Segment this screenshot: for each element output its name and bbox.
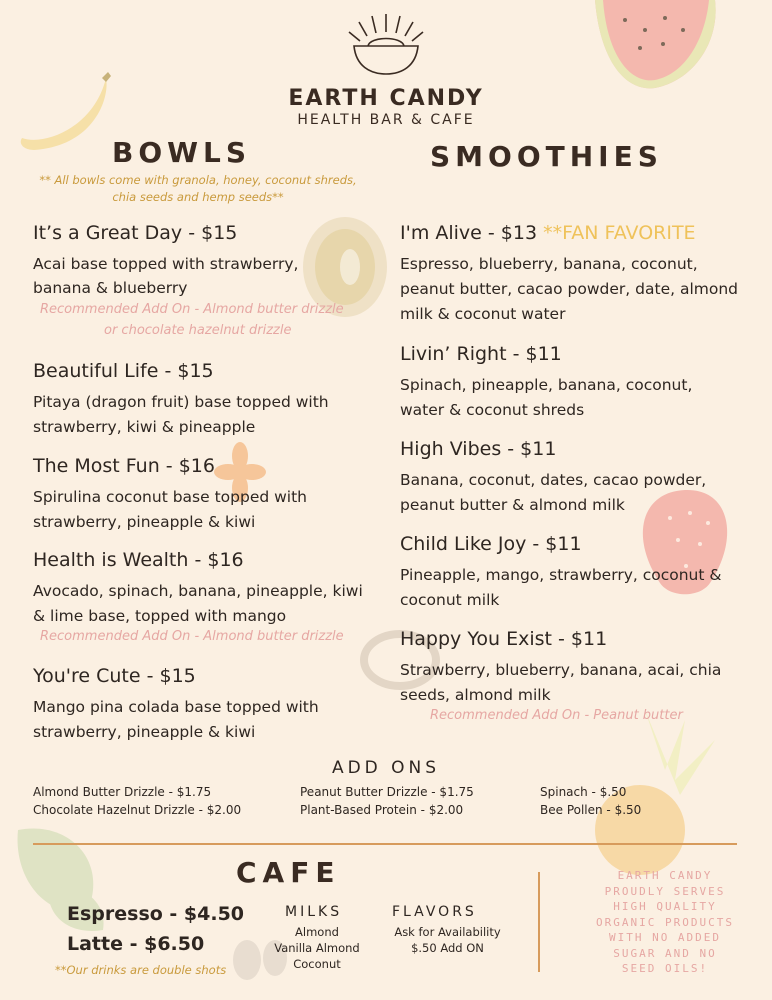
cafe-latte: Latte - $6.50 [67, 933, 205, 955]
bowl-item-title: Health is Wealth - $16 [33, 549, 244, 571]
smoothie-item-desc: Spinach, pineapple, banana, coconut, [400, 376, 693, 394]
bowl-item-desc: strawberry, pineapple & kiwi [33, 513, 256, 531]
proud-line: SUGAR AND NO [613, 946, 717, 960]
addon-item: Almond Butter Drizzle - $1.75 [33, 785, 212, 799]
bowl-item-desc: Spirulina coconut base topped with [33, 488, 308, 506]
smoothie-item-desc: water & coconut shreds [400, 401, 585, 419]
strawberry-illustration [630, 478, 740, 608]
smoothie-item-desc: peanut butter & almond milk [400, 496, 625, 514]
cafe-note: **Our drinks are double shots [55, 963, 227, 977]
bowl-item-desc: strawberry, kiwi & pineapple [33, 418, 256, 436]
bowl-item-desc: Pitaya (dragon fruit) base topped with [33, 393, 329, 411]
proud-line: WITH NO ADDED [608, 931, 722, 944]
flavors-availability: Ask for Availability [394, 925, 501, 939]
milk-option: Almond [295, 925, 339, 939]
addon-item: Bee Pollen - $.50 [540, 803, 642, 817]
bowl-item-desc: banana & blueberry [33, 279, 188, 297]
bowls-note-line2: chia seeds and hemp seeds** [112, 190, 284, 204]
bowl-item-desc: Acai base topped with strawberry, [33, 255, 299, 273]
addon-item: Plant-Based Protein - $2.00 [300, 803, 464, 817]
proud-line: SEED OILS! [621, 962, 709, 975]
smoothie-item-title [400, 222, 696, 244]
bowl-item-title: The Most Fun - $16 [33, 455, 215, 477]
smoothie-item-title: Child Like Joy - $11 [400, 533, 582, 555]
addon-item: Peanut Butter Drizzle - $1.75 [300, 785, 474, 799]
bowl-recommended-addon: Recommended Add On - Almond butter drizzle [40, 629, 344, 644]
proud-statement [570, 868, 760, 977]
smoothies-heading: SMOOTHIES [430, 140, 663, 173]
smoothie-item-desc: Strawberry, blueberry, banana, acai, chia [400, 661, 722, 679]
proud-line: ORGANIC PRODUCTS [596, 915, 734, 929]
smoothie-item-desc: coconut milk [400, 591, 500, 609]
smoothie-item-desc: Pineapple, mango, strawberry, coconut & [400, 566, 722, 584]
bowl-item-title: You're Cute - $15 [33, 665, 196, 687]
smoothie-item-desc: milk & coconut water [400, 305, 566, 323]
bowl-item-title: Beautiful Life - $15 [33, 360, 214, 382]
bowls-heading: BOWLS [112, 136, 252, 169]
smoothie-item-name: I'm Alive - $13 [400, 222, 538, 244]
bowl-sun-logo [346, 10, 426, 80]
bowl-item-desc: & lime base, topped with mango [33, 607, 287, 625]
smoothie-item-desc: seeds, almond milk [400, 686, 551, 704]
watermelon-illustration [585, 0, 725, 90]
smoothie-item-title: High Vibes - $11 [400, 438, 557, 460]
brand-subtitle: HEALTH BAR & CAFE [297, 112, 475, 128]
addon-item: Chocolate Hazelnut Drizzle - $2.00 [33, 803, 242, 817]
bowl-item-desc: Avocado, spinach, banana, pineapple, kiwi [33, 582, 363, 600]
smoothie-item-desc: Banana, coconut, dates, cacao powder, [400, 471, 707, 489]
bowl-recommended-addon: or chocolate hazelnut drizzle [104, 323, 292, 338]
bowls-note-line1: ** All bowls come with granola, honey, coconut shreds, [39, 173, 357, 187]
cafe-heading: CAFE [236, 856, 341, 889]
proud-line: PROUDLY SERVES [604, 884, 726, 898]
section-divider [33, 843, 737, 845]
bowl-item-title: It’s a Great Day - $15 [33, 222, 238, 244]
proud-line: HIGH QUALITY [613, 900, 717, 913]
bowl-item-desc: Mango pina colada base topped with [33, 698, 319, 716]
flavors-heading: FLAVORS [392, 904, 477, 920]
milks-heading: MILKS [285, 904, 343, 920]
bowl-recommended-addon: Recommended Add On - Almond butter drizzle [40, 302, 344, 317]
milk-option: Coconut [293, 957, 341, 971]
brand-name: EARTH CANDY [288, 86, 484, 111]
smoothie-recommended-addon: Recommended Add On - Peanut butter [430, 708, 683, 723]
smoothie-item-title: Happy You Exist - $11 [400, 628, 608, 650]
smoothie-item-desc: peanut butter, cacao powder, date, almond [400, 280, 739, 298]
smoothie-item-title: Livin’ Right - $11 [400, 343, 562, 365]
bowl-item-desc: strawberry, pineapple & kiwi [33, 723, 256, 741]
addons-heading: ADD ONS [331, 758, 441, 778]
addon-item: Spinach - $.50 [540, 785, 627, 799]
cafe-vertical-divider [538, 872, 540, 972]
flavors-price: $.50 Add ON [411, 941, 484, 955]
smoothie-item-desc: Espresso, blueberry, banana, coconut, [400, 255, 698, 273]
proud-line: EARTH CANDY [617, 869, 713, 882]
milk-option: Vanilla Almond [274, 941, 360, 955]
fan-favorite-badge: **FAN FAVORITE [543, 222, 696, 244]
cafe-espresso: Espresso - $4.50 [67, 903, 245, 925]
